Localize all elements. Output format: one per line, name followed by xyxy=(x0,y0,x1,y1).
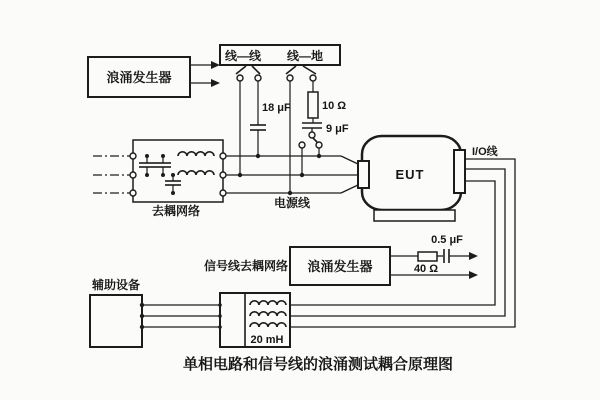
mains-decoupling-network xyxy=(130,140,226,218)
resistor-10ohm xyxy=(308,92,318,118)
eut-right-connector xyxy=(454,150,465,193)
eut-base xyxy=(374,210,455,221)
auxiliary-equipment xyxy=(90,277,220,347)
signal-decoupling-box xyxy=(220,293,290,347)
capacitor-0p5uF-label: 0.5 μF xyxy=(431,234,463,246)
power-line-label: 电源线 xyxy=(273,196,311,210)
eut-label: EUT xyxy=(395,167,425,182)
bottom-surge-generator xyxy=(290,234,478,285)
inductor-20mH-label: 20 mH xyxy=(250,334,284,346)
selector-terminal-left xyxy=(299,142,305,148)
selector-common-terminal xyxy=(309,132,315,138)
injection-branch-top xyxy=(390,249,478,263)
aux-equipment-label: 辅助设备 xyxy=(92,278,141,292)
decoupling-network-label: 去耦网络 xyxy=(151,204,201,218)
resistor-40ohm-label: 40 Ω xyxy=(413,263,439,275)
signal-inductors xyxy=(250,301,286,327)
eut xyxy=(358,136,465,221)
capacitor-9uF xyxy=(302,123,322,128)
coupling-mode-selector xyxy=(220,45,340,81)
selector-blade xyxy=(313,138,317,142)
switch-blades xyxy=(236,66,316,74)
signal-lines xyxy=(142,305,220,327)
top-surge-generator-label: 浪涌发生器 xyxy=(106,70,172,85)
surge-output-arrows xyxy=(190,61,220,87)
switch-terminals xyxy=(237,75,316,81)
line-ground-label: 线—地 xyxy=(286,49,324,63)
aux-equipment-box xyxy=(90,295,142,347)
capacitor-18uF xyxy=(250,125,266,130)
capacitor-0p5uF xyxy=(444,249,449,263)
capacitor-18uF-label: 18 μF xyxy=(262,102,291,114)
top-surge-generator xyxy=(88,57,220,97)
bottom-surge-generator-label: 浪涌发生器 xyxy=(307,259,373,274)
io-line-label: I/O线 xyxy=(472,146,498,158)
selector-terminal-right xyxy=(316,142,322,148)
signal-decoupling-label: 信号线去耦网络 xyxy=(203,259,289,273)
figure-caption: 单相电路和信号线的浪涌测试耦合原理图 xyxy=(182,356,454,373)
resistor-40ohm xyxy=(418,252,437,261)
resistor-10ohm-label: 10 Ω xyxy=(322,100,347,112)
line-line-label: 线—线 xyxy=(224,49,262,63)
eut-left-connector xyxy=(358,161,369,188)
capacitor-9uF-label: 9 μF xyxy=(326,123,349,135)
coupling-branches xyxy=(240,81,349,193)
